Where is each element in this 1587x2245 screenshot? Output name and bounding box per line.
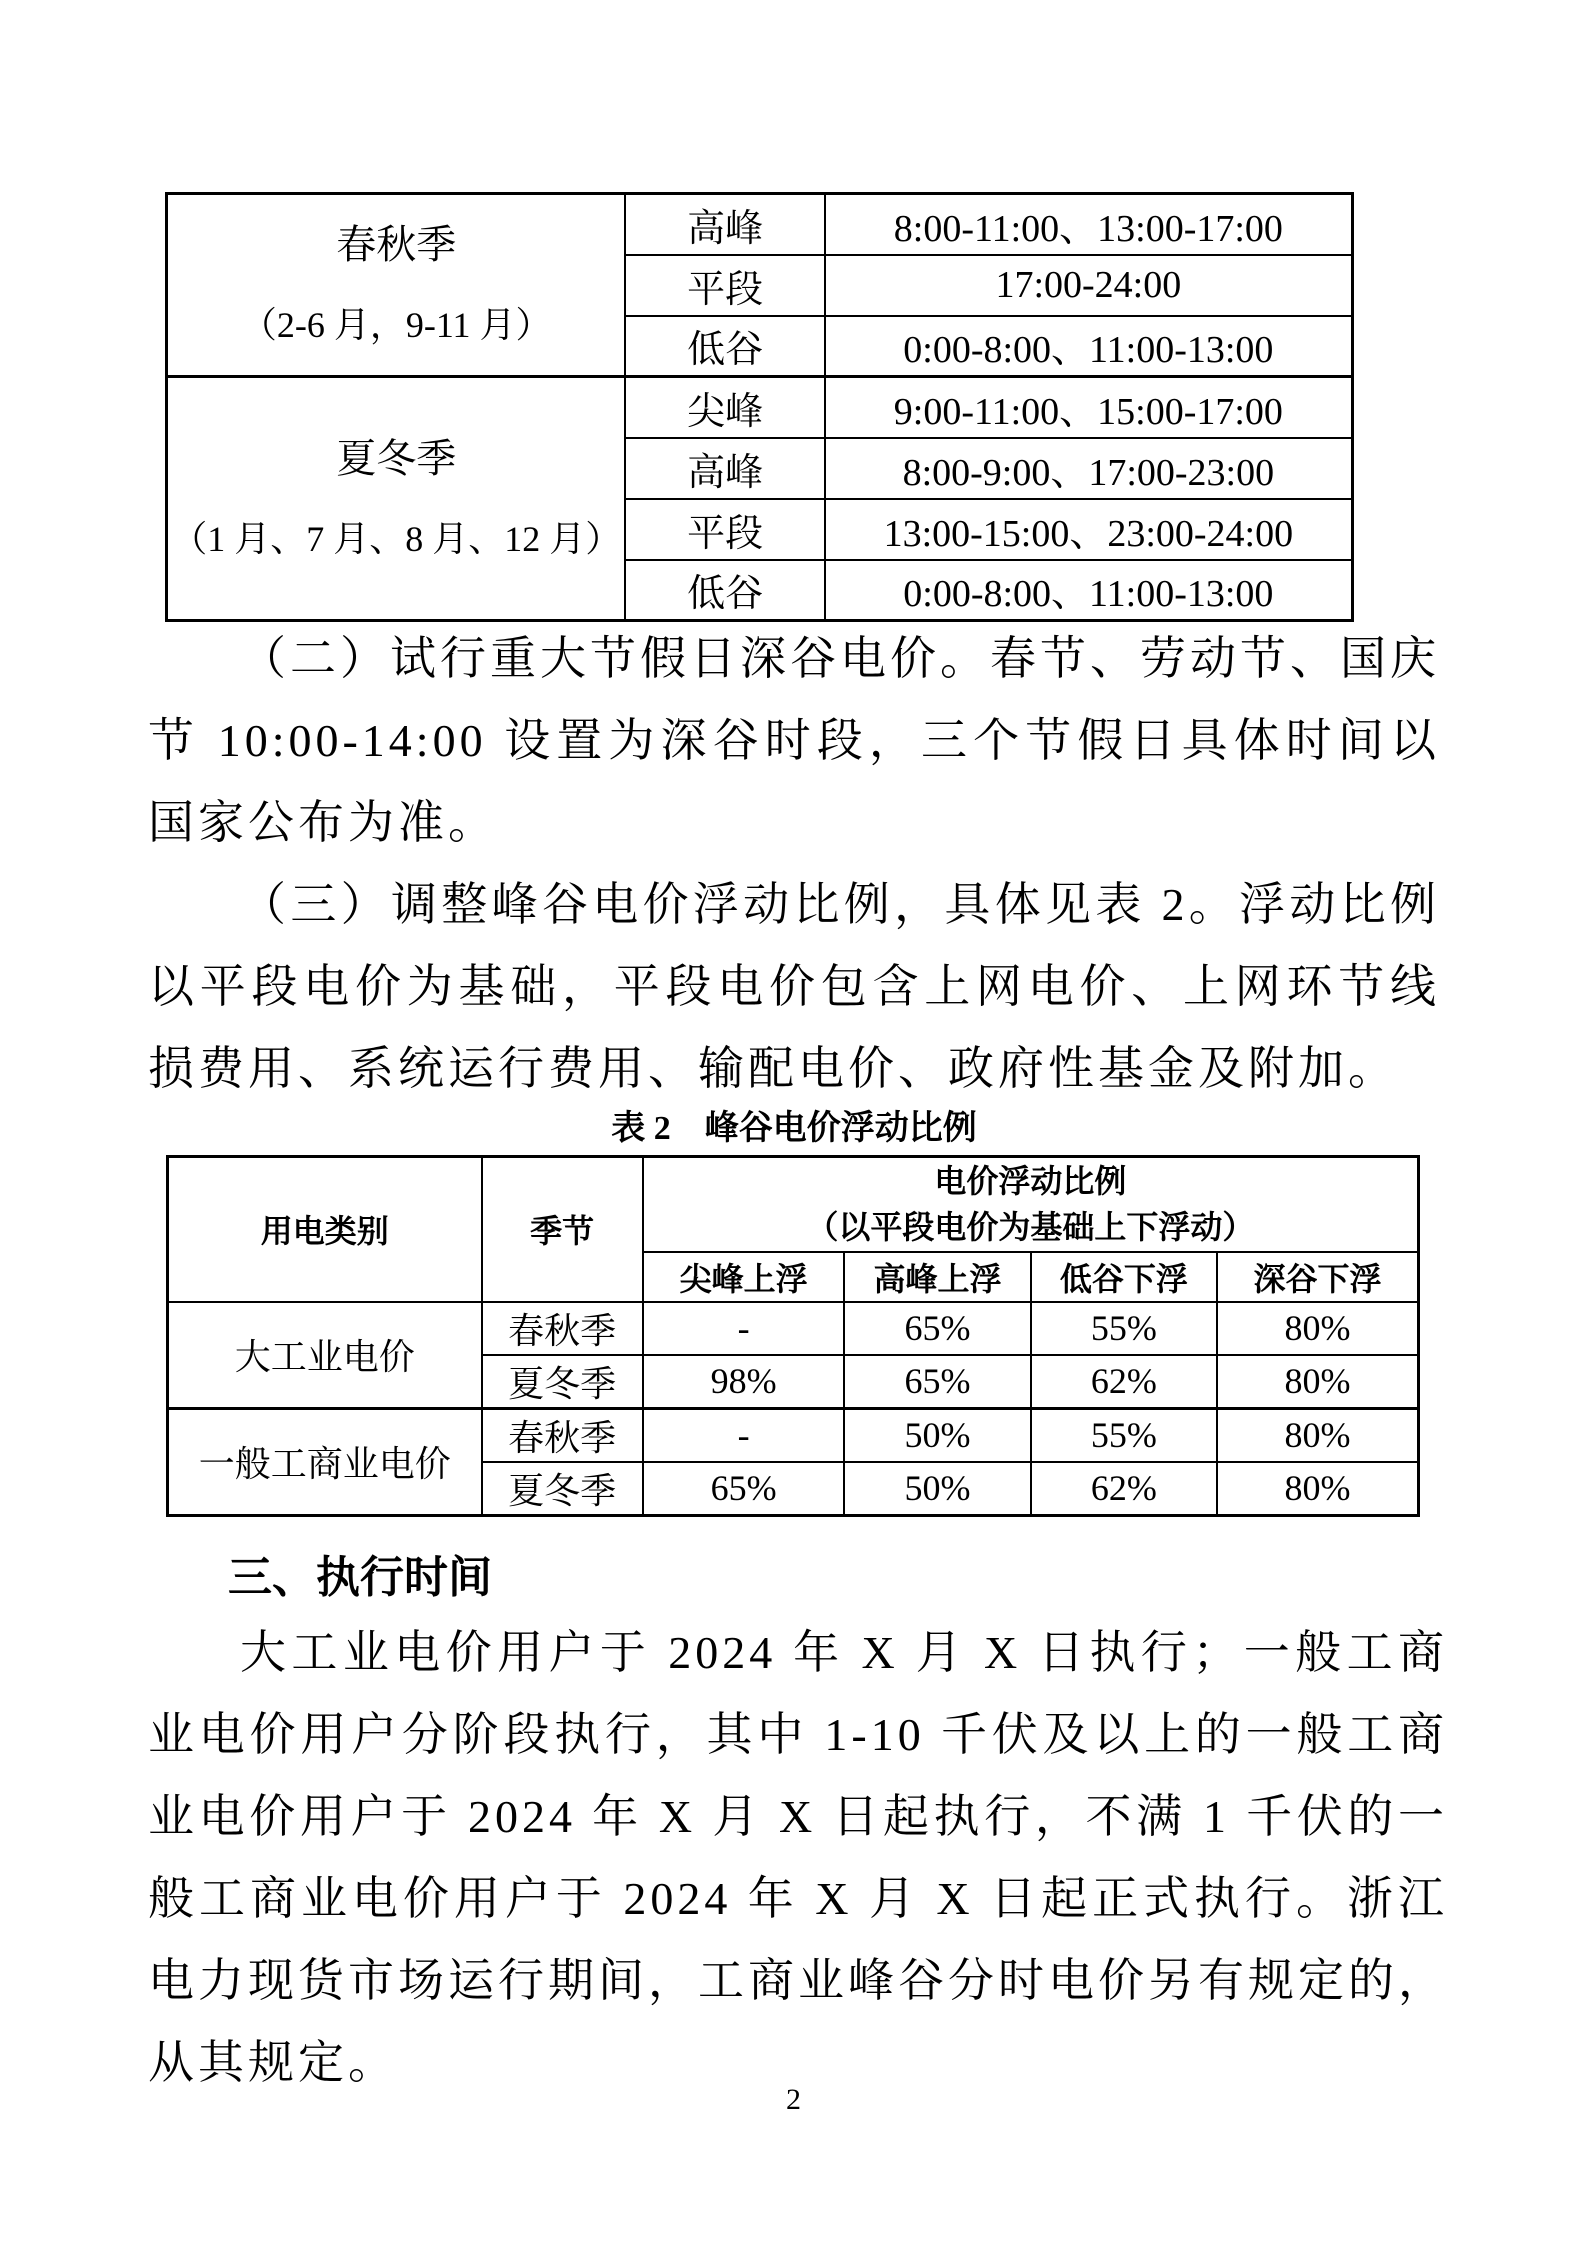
body-paragraphs — [148, 618, 1440, 1110]
value-cell: 98% — [643, 1355, 844, 1409]
category-cell: 大工业电价 — [168, 1302, 482, 1409]
period-cell: 平段 — [625, 499, 824, 560]
value-cell: 62% — [1031, 1462, 1217, 1516]
period-cell: 高峰 — [625, 438, 824, 499]
value-cell: 50% — [844, 1462, 1030, 1516]
season-cell-spring-autumn — [167, 194, 626, 377]
period-cell: 低谷 — [625, 316, 824, 377]
season-months: （2-6 月，9-11 月） — [240, 305, 552, 345]
header-category: 用电类别 — [168, 1157, 482, 1302]
header-deep-valley-down: 深谷下浮 — [1217, 1252, 1418, 1302]
value-cell: 80% — [1217, 1408, 1418, 1462]
header-group-subtitle: （以平段电价为基础上下浮动） — [806, 1209, 1255, 1246]
table-header-row — [168, 1157, 1419, 1252]
table-row — [167, 377, 1353, 438]
value-cell: - — [643, 1408, 844, 1462]
header-group — [643, 1157, 1419, 1252]
table2-caption: 表 2 峰谷电价浮动比例 — [611, 1110, 977, 1147]
season-cell-summer-winter — [167, 377, 626, 621]
table-row — [167, 194, 1353, 255]
season-name: 夏冬季 — [336, 435, 457, 481]
value-cell: 65% — [844, 1302, 1030, 1355]
time-cell: 0:00-8:00、11:00-13:00 — [825, 316, 1353, 377]
period-cell: 高峰 — [625, 194, 824, 255]
time-cell: 13:00-15:00、23:00-24:00 — [825, 499, 1353, 560]
value-cell: 80% — [1217, 1462, 1418, 1516]
value-cell: 80% — [1217, 1302, 1418, 1355]
season-cell: 春秋季 — [482, 1408, 643, 1462]
value-cell: 55% — [1031, 1408, 1217, 1462]
header-sharp-peak-up: 尖峰上浮 — [643, 1252, 844, 1302]
season-months: （1 月、7 月、8 月、12 月） — [171, 518, 622, 559]
section-body — [148, 1612, 1448, 2104]
category-cell: 一般工商业电价 — [168, 1408, 482, 1515]
value-cell: 62% — [1031, 1355, 1217, 1409]
paragraph-execution-time: 大工业电价用户于 2024 年 X 月 X 日执行；一般工商业电价用户分阶段执行，其中 1-10 千伏及以上的一般工商业电价用户于 2024 年 X 月 X 日起执行，不满 1 千伏的一般工商业电价用户于 2024 年 X 月 X 日起正式执行。浙江电力现货市场运行期间，工商业峰谷分时电价另有规定的，从其规定。 — [148, 1627, 1448, 2088]
value-cell: 50% — [844, 1408, 1030, 1462]
page-number: 2 — [786, 2083, 801, 2116]
time-cell: 0:00-8:00、11:00-13:00 — [825, 560, 1353, 621]
table-row — [168, 1302, 1419, 1355]
value-cell: - — [643, 1302, 844, 1355]
season-cell: 春秋季 — [482, 1302, 643, 1355]
header-valley-down: 低谷下浮 — [1031, 1252, 1217, 1302]
period-cell: 尖峰 — [625, 377, 824, 438]
value-cell: 80% — [1217, 1355, 1418, 1409]
paragraph-holiday-deep-valley: （二）试行重大节假日深谷电价。春节、劳动节、国庆节 10:00-14:00 设置为深谷时段，三个节假日具体时间以国家公布为准。 — [148, 633, 1440, 848]
value-cell: 65% — [844, 1355, 1030, 1409]
period-cell: 低谷 — [625, 560, 824, 621]
time-cell: 8:00-9:00、17:00-23:00 — [825, 438, 1353, 499]
value-cell: 55% — [1031, 1302, 1217, 1355]
header-peak-up: 高峰上浮 — [844, 1252, 1030, 1302]
period-cell: 平段 — [625, 255, 824, 316]
header-season: 季节 — [482, 1157, 643, 1302]
float-ratio-table — [166, 1155, 1420, 1517]
table-row — [168, 1408, 1419, 1462]
header-group-title: 电价浮动比例 — [934, 1163, 1127, 1200]
section-heading: 三、执行时间 — [228, 1553, 492, 1602]
season-name: 春秋季 — [336, 222, 457, 267]
season-cell: 夏冬季 — [482, 1355, 643, 1409]
time-cell: 9:00-11:00、15:00-17:00 — [825, 377, 1353, 438]
time-period-table — [165, 192, 1354, 622]
season-cell: 夏冬季 — [482, 1462, 643, 1516]
time-cell: 8:00-11:00、13:00-17:00 — [825, 194, 1353, 255]
time-cell: 17:00-24:00 — [825, 255, 1353, 316]
value-cell: 65% — [643, 1462, 844, 1516]
paragraph-float-ratio: （三）调整峰谷电价浮动比例，具体见表 2。浮动比例以平段电价为基础，平段电价包含上网电价、上网环节线损费用、系统运行费用、输配电价、政府性基金及附加。 — [148, 879, 1440, 1094]
